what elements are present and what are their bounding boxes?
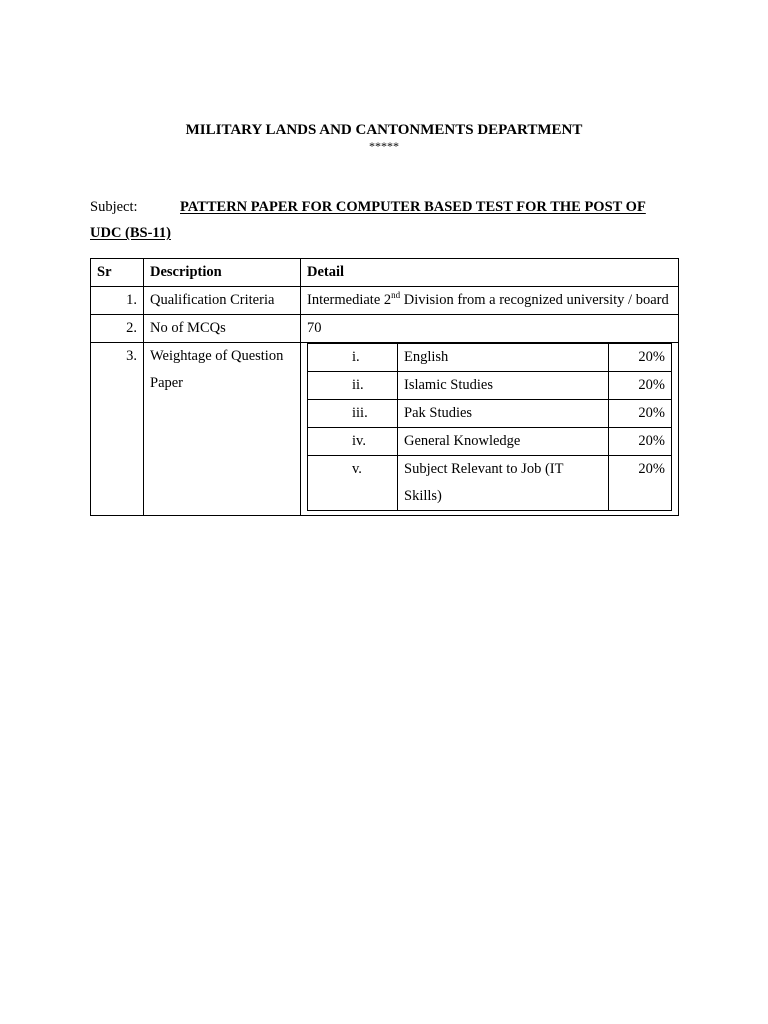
weightage-number: iii.	[308, 400, 398, 428]
weightage-percent: 20%	[609, 344, 672, 372]
row-sr: 2.	[91, 315, 144, 343]
header-sr: Sr	[91, 259, 144, 287]
row-detail	[301, 343, 679, 516]
heading-separator-stars: *****	[369, 139, 399, 153]
list-item	[308, 456, 672, 511]
weightage-subject: Pak Studies	[398, 400, 609, 428]
row-description: Qualification Criteria	[144, 287, 301, 315]
list-item	[308, 428, 672, 456]
row-detail	[301, 287, 679, 315]
weightage-subject: General Knowledge	[398, 428, 609, 456]
table-row	[91, 343, 679, 516]
table-row	[91, 315, 679, 343]
row-detail: 70	[301, 315, 679, 343]
row-sr: 1.	[91, 287, 144, 315]
department-heading: MILITARY LANDS AND CANTONMENTS DEPARTMENT	[185, 122, 583, 138]
detail-text: Intermediate 2	[307, 292, 392, 308]
weightage-percent: 20%	[609, 372, 672, 400]
row-description: No of MCQs	[144, 315, 301, 343]
row-description: Weightage of Question Paper	[144, 343, 301, 516]
list-item	[308, 372, 672, 400]
subject-block	[90, 194, 680, 246]
detail-text-rest: Division from a recognized university / board	[400, 292, 669, 308]
pattern-table	[90, 258, 679, 516]
header-description: Description	[144, 259, 301, 287]
weightage-number: i.	[308, 344, 398, 372]
weightage-number: v.	[308, 456, 398, 511]
weightage-subject: Islamic Studies	[398, 372, 609, 400]
subject-text: PATTERN PAPER FOR COMPUTER BASED TEST FOR THE POST OF UDC (BS-11)	[90, 199, 646, 241]
weightage-subject: English	[398, 344, 609, 372]
weightage-number: ii.	[308, 372, 398, 400]
list-item	[308, 344, 672, 372]
weightage-list	[307, 343, 672, 511]
detail-superscript: nd	[391, 290, 401, 301]
weightage-percent: 20%	[609, 456, 672, 511]
row-sr: 3.	[91, 343, 144, 516]
header-detail: Detail	[301, 259, 679, 287]
subject-label: Subject:	[90, 199, 138, 215]
table-row	[91, 287, 679, 315]
table-header-row	[91, 259, 679, 287]
weightage-percent: 20%	[609, 400, 672, 428]
weightage-percent: 20%	[609, 428, 672, 456]
list-item	[308, 400, 672, 428]
weightage-number: iv.	[308, 428, 398, 456]
weightage-subject: Subject Relevant to Job (IT Skills)	[398, 456, 609, 511]
